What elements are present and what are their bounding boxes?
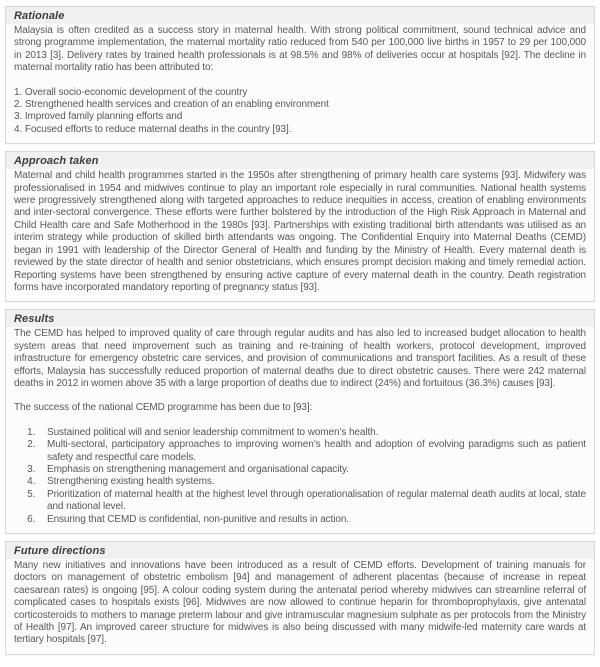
section-title: Rationale	[6, 7, 594, 24]
section-body	[6, 559, 594, 654]
numbered-lines-list	[14, 87, 586, 137]
paragraph: Many new initiatives and innovations have been introduced as a result of CEMD efforts. Development of training manuals for doctors on management of obstetric embolism [94] and management of adherent placentas (because of increase in repeat caesarean rates) is ongoing [95]. A colour coding system during the antenatal period whereby midwives can streamline referral of complicated cases to hospitals exists [96]. Midwives are now allowed to continue heparin for thromboprophylaxis, give antenatal corticosteroids to mothers to manage preterm labour and give intramuscular magnesium sulphate as per protocols from the Ministry of Health [97]. An improved career structure for midwives is also being discussed with many midwife-led maternity care wards at tertiary hospitals [97].	[14, 560, 586, 646]
section-body	[6, 169, 594, 301]
list-item: 3. Improved family planning efforts and	[14, 111, 183, 123]
section-future-directions	[5, 541, 595, 655]
list-item: 4. Focused efforts to reduce maternal deaths in the country [93].	[14, 123, 292, 135]
list-item: 1. Sustained political will and senior leadership commitment to women’s health.	[38, 427, 586, 439]
section-title: Future directions	[6, 542, 594, 559]
section-body	[6, 24, 594, 143]
section-approach-taken	[5, 151, 595, 302]
list-item: 2. Strengthened health services and creation of an enabling environment	[14, 99, 329, 111]
list-item: 1. Overall socio-economic development of the country	[14, 86, 248, 98]
section-rationale	[5, 6, 595, 144]
ordered-list	[14, 427, 586, 526]
list-item: 3. Emphasis on strengthening management and organisational capacity.	[38, 464, 586, 476]
paragraph: The success of the national CEMD programme has been due to [93]:	[14, 402, 313, 414]
paragraph: The CEMD has helped to improved quality of care through regular audits and has also led to increased budget allocation to health system areas that need improvement such as training and re-training of health workers, protocol development, improved infrastructure for emergency obstetric care services, and provision of communications and transport facilities. As a result of these efforts, Malaysia has successfully reduced proportion of maternal deaths due to direct obstetric causes. There were 242 maternal deaths in 2012 in women above 35 with a large proportion of deaths due to indirect (24%) and fortuitous (36.3%) causes [93].	[14, 328, 586, 389]
list-item: 4. Strengthening existing health systems.	[38, 476, 586, 488]
section-body	[6, 327, 594, 533]
paragraph: Malaysia is often credited as a success story in maternal health. With strong political commitment, sound technical advice and strong programme implementation, the maternal mortality ratio reduced from 540 per 100,000 live births in 1957 to 29 per 100,000 in 2013 [3]. Delivery rates by trained health professionals is at 98.5% and 98% of deliveries occur at hospitals [92]. The decline in maternal mortality ratio has been attributed to:	[14, 25, 586, 74]
list-item: 5. Prioritization of maternal health at the highest level through operationalisation of regular maternal death audits at local, state and national level.	[38, 489, 586, 514]
section-title: Results	[6, 310, 594, 327]
section-title: Approach taken	[6, 152, 594, 169]
list-item: 2. Multi-sectoral, participatory approaches to improving women’s health and adoption of evolving paradigms such as patient safety and respectful care models.	[38, 439, 586, 464]
paragraph: Maternal and child health programmes started in the 1950s after strengthening of primary health care systems [93]. Midwifery was professionalised in 1954 and midwives continue to play an important role especially in rural communities. National health systems were progressively strengthened along with targeted approaches to reduce inequities in access, creation of enabling environments and inter-sectoral convergence. These efforts were further bolstered by the introduction of the High Risk Approach in Maternal and Child Health care and Safe Motherhood in the 1980s [93]. Partnerships with existing traditional birth attendants was utilised as an interim strategy while production of skilled birth attendants was ongoing. The Confidential Enquiry into Maternal Deaths (CEMD) began in 1991 with leadership of the Director General of Health and funding by the Ministry of Health. Every maternal death is reviewed by the state director of health and senior obstetricians, which ensures prompt decision making and timely remedial action. Reporting systems have been strengthened by ensuring active capture of every maternal death in the country. Death registration forms have incorporated mandatory reporting of pregnancy status [93].	[14, 170, 586, 293]
section-results	[5, 309, 595, 534]
list-item: 6. Ensuring that CEMD is confidential, non-punitive and results in action.	[38, 514, 586, 526]
